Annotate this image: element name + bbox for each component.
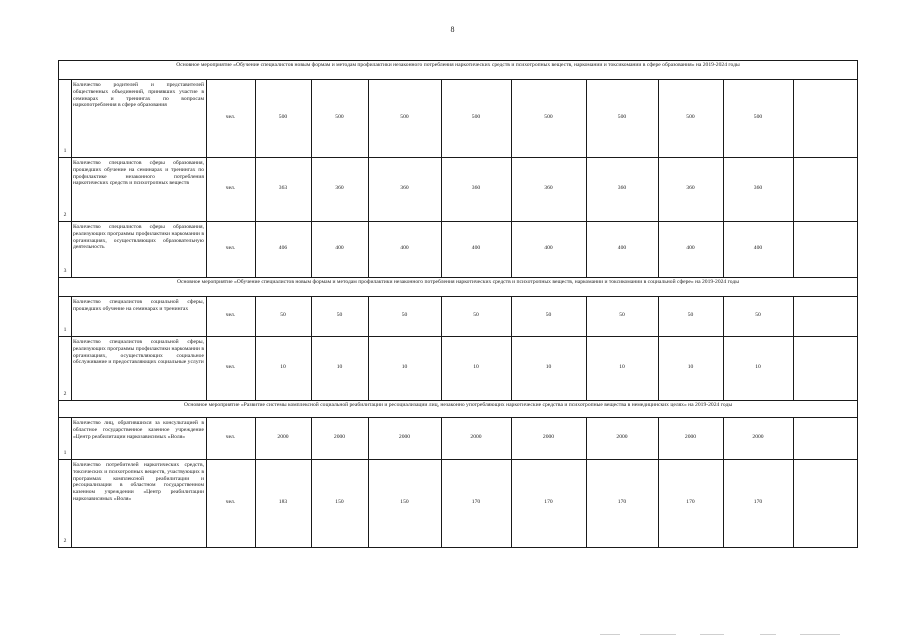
value-cell: 50: [280, 312, 286, 318]
table-grid-line: [857, 277, 858, 297]
value-cell: 360: [335, 185, 344, 191]
value-cell: 400: [753, 245, 763, 251]
table-grid-line: [58, 417, 59, 460]
value-cell: 400: [471, 245, 481, 251]
unit-cell: чел.: [225, 312, 236, 318]
indicator-name: Количество потребителей наркотических средств, токсических и психотропных веществ, участвующих в программах комплексной реабилитации и ресоциализации в областном государственном казенном учреждении «Центр реабилитации наркозависимых «Воля»: [73, 462, 204, 503]
table-grid-line: [857, 296, 858, 337]
table-grid-line: [793, 79, 794, 158]
table-grid-line: [58, 417, 858, 418]
table-grid-line: [793, 336, 794, 401]
value-cell: 170: [617, 499, 627, 505]
table-grid-line: [58, 79, 858, 80]
table-grid-line: [71, 417, 72, 460]
value-cell: 363: [278, 185, 288, 191]
unit-cell: чел.: [225, 364, 236, 370]
row-number: 2: [63, 391, 67, 397]
row-number: 2: [63, 212, 67, 218]
section-title: Основное мероприятие «Развитие системы комплексной социальной реабилитации и ресоциализации лиц, незаконно употребляющих наркотические средства и психотропные вещества в немедицинских целях» на 2019-2024 годы: [183, 402, 733, 408]
value-cell: 10: [336, 364, 343, 370]
scan-artifact: [760, 634, 776, 635]
table-grid-line: [793, 417, 794, 460]
table-grid-line: [71, 221, 72, 278]
value-cell: 500: [400, 114, 409, 120]
table-grid-line: [58, 157, 59, 222]
value-cell: 10: [545, 364, 552, 370]
table-grid-line: [71, 336, 72, 401]
table-grid-line: [857, 459, 858, 548]
value-cell: 500: [471, 114, 481, 120]
value-cell: 500: [686, 114, 695, 120]
value-cell: 10: [280, 364, 286, 370]
value-cell: 2000: [616, 434, 628, 440]
table-grid-line: [857, 79, 858, 158]
indicators-table: [58, 60, 858, 544]
row-number: 1: [63, 148, 67, 154]
table-grid-line: [793, 459, 794, 548]
table-grid-line: [71, 296, 72, 337]
table-grid-line: [857, 336, 858, 401]
table-grid-line: [793, 296, 794, 337]
section-title: Основное мероприятие «Обучение специалистов новым формам и методам профилактики незаконного потребления наркотических средств и психотропных веществ, наркомании и токсикомании в сфере образования» на 2019-2024 годы: [176, 62, 740, 68]
table-grid-line: [793, 221, 794, 278]
indicator-name: Количество лиц, обратившихся за консультацией в областное государственное казенное учреждение «Центр реабилитации наркозависимых «Воля»: [73, 420, 204, 440]
table-grid-line: [58, 79, 59, 158]
table-grid-line: [58, 336, 858, 337]
table-grid-line: [857, 400, 858, 418]
value-cell: 50: [687, 312, 694, 318]
value-cell: 2000: [684, 434, 697, 440]
table-grid-line: [58, 400, 858, 401]
indicator-name: Количество специалистов сферы образования, прошедших обучение на семинарах и тренингах по профилактике незаконного потребления наркотических средств и психотропных веществ: [73, 160, 204, 187]
value-cell: 50: [619, 312, 625, 318]
scan-artifact: [600, 634, 620, 635]
unit-cell: чел.: [225, 245, 236, 251]
value-cell: 500: [278, 114, 288, 120]
value-cell: 360: [753, 185, 763, 191]
row-number: 1: [63, 450, 67, 456]
table-grid-line: [71, 459, 72, 548]
table-grid-line: [58, 400, 59, 418]
table-grid-line: [58, 296, 858, 297]
table-grid-line: [71, 79, 72, 158]
table-grid-line: [58, 459, 59, 548]
table-grid-line: [58, 277, 59, 297]
value-cell: 50: [401, 312, 408, 318]
unit-cell: чел.: [225, 114, 236, 120]
scan-artifact: [640, 634, 676, 635]
value-cell: 400: [400, 245, 409, 251]
value-cell: 500: [753, 114, 763, 120]
table-grid-line: [857, 157, 858, 222]
table-grid-line: [857, 221, 858, 278]
table-grid-line: [58, 60, 858, 61]
value-cell: 400: [335, 245, 344, 251]
value-cell: 2000: [752, 434, 764, 440]
table-grid-line: [58, 221, 858, 222]
value-cell: 10: [473, 364, 479, 370]
value-cell: 2000: [333, 434, 346, 440]
table-grid-line: [71, 157, 72, 222]
value-cell: 400: [686, 245, 695, 251]
value-cell: 170: [544, 499, 553, 505]
value-cell: 406: [278, 245, 288, 251]
value-cell: 500: [544, 114, 553, 120]
value-cell: 50: [336, 312, 343, 318]
value-cell: 2000: [277, 434, 289, 440]
indicator-name: Количество родителей и представителей общественных объединений, принявших участие в семинарах и тренингах по вопросам наркопотребления в сфере образования: [73, 82, 204, 109]
value-cell: 150: [335, 499, 344, 505]
value-cell: 2000: [398, 434, 411, 440]
value-cell: 170: [686, 499, 695, 505]
table-grid-line: [857, 417, 858, 460]
table-grid-line: [58, 459, 858, 460]
value-cell: 400: [544, 245, 553, 251]
table-grid-line: [58, 547, 858, 548]
scan-artifact: [700, 634, 724, 635]
unit-cell: чел.: [225, 434, 236, 440]
table-grid-line: [58, 157, 858, 158]
value-cell: 360: [471, 185, 481, 191]
scan-artifact: [800, 634, 840, 635]
value-cell: 10: [755, 364, 761, 370]
row-number: 2: [63, 538, 67, 544]
value-cell: 500: [617, 114, 627, 120]
value-cell: 500: [335, 114, 344, 120]
table-grid-line: [58, 60, 59, 80]
value-cell: 10: [401, 364, 408, 370]
section-title: Основное мероприятие «Обучение специалистов новым формам и методам профилактики незаконного потребления наркотических средств и психотропных веществ, наркомании и токсикомании в социальной сфере» на 2019-2024 годы: [176, 279, 740, 285]
value-cell: 170: [471, 499, 481, 505]
value-cell: 2000: [542, 434, 555, 440]
value-cell: 50: [473, 312, 479, 318]
value-cell: 2000: [470, 434, 482, 440]
unit-cell: чел.: [225, 185, 236, 191]
row-number: 3: [63, 268, 67, 274]
table-grid-line: [857, 60, 858, 80]
value-cell: 360: [617, 185, 627, 191]
value-cell: 360: [544, 185, 553, 191]
table-grid-line: [58, 277, 858, 278]
table-grid-line: [58, 336, 59, 401]
unit-cell: чел.: [225, 499, 236, 505]
value-cell: 183: [278, 499, 288, 505]
value-cell: 150: [400, 499, 409, 505]
value-cell: 10: [687, 364, 694, 370]
table-grid-line: [58, 296, 59, 337]
indicator-name: Количество специалистов социальной сферы, реализующих программы профилактики наркомании в организациях, осуществляющих социальное обслуживание и предоставляющих социальные услуги: [73, 339, 204, 366]
table-grid-line: [793, 157, 794, 222]
value-cell: 10: [619, 364, 625, 370]
value-cell: 50: [755, 312, 761, 318]
value-cell: 400: [617, 245, 627, 251]
value-cell: 360: [686, 185, 695, 191]
indicator-name: Количество специалистов сферы образования, реализующих программы профилактики наркомании в организациях, осуществляющих образовательную деятельность: [73, 224, 204, 251]
row-number: 1: [63, 327, 67, 333]
value-cell: 360: [400, 185, 409, 191]
indicator-name: Количество специалистов социальной сферы, прошедших обучение на семинарах и тренингах: [73, 299, 204, 312]
page-number: 8: [450, 25, 455, 34]
table-grid-line: [58, 221, 59, 278]
value-cell: 50: [545, 312, 552, 318]
value-cell: 170: [753, 499, 763, 505]
